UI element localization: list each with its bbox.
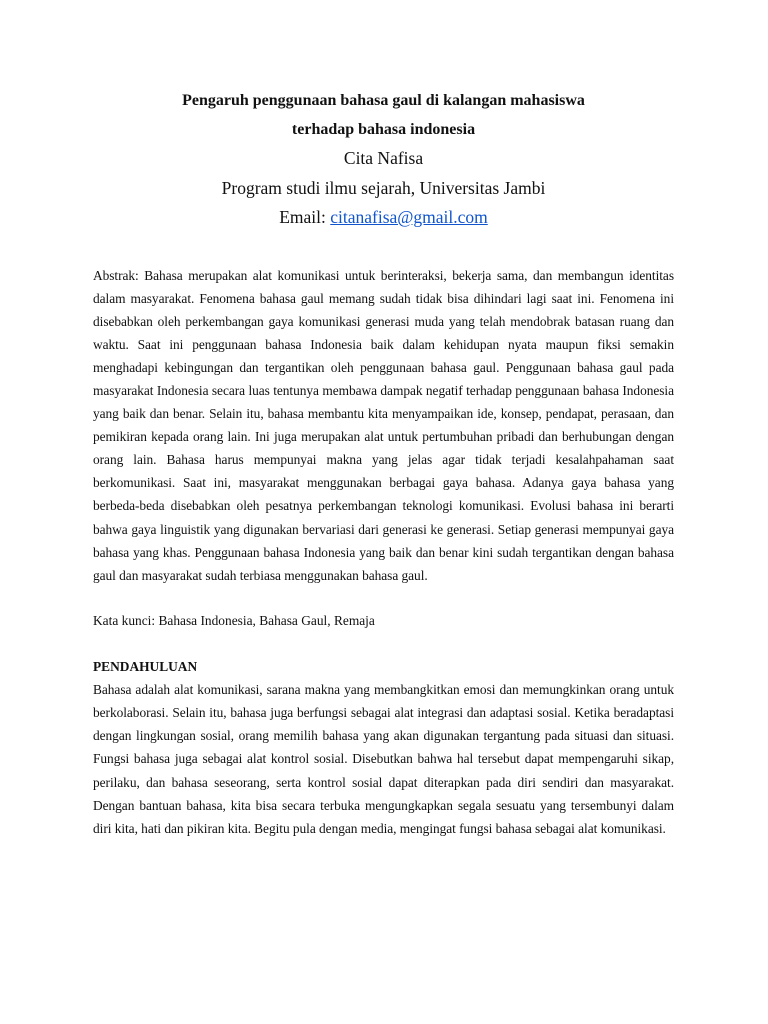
email-link[interactable]: citanafisa@gmail.com — [330, 207, 488, 227]
author-affiliation: Program studi ilmu sejarah, Universitas Jambi — [221, 177, 546, 198]
abstract-paragraph: Abstrak: Bahasa merupakan alat komunikasi untuk berinteraksi, bekerja sama, dan membangun identitas dalam masyarakat. Fenomena bahasa gaul memang sudah tidak bisa dihindari lagi saat ini. Fenomena ini disebabkan oleh perkembangan gaya komunikasi generasi muda yang telah mendobrak batasan ruang dan waktu. Saat ini penggunaan bahasa Indonesia baik dalam kehidupan nyata maupun fiksi semakin menghadapi kebingungan dan tergantikan oleh penggunaan bahasa gaul. Penggunaan bahasa gaul pada masyarakat Indonesia secara luas tentunya membawa dampak negatif terhadap penggunaan bahasa Indonesia yang baik dan benar. Selain itu, bahasa membantu kita menyampaikan ide, konsep, pendapat, perasaan, dan pemikiran kepada orang lain. Ini juga merupakan alat untuk pertumbuhan pribadi dan berhubungan dengan orang lain. Bahasa harus mempunyai makna yang jelas agar tidak terjadi kesalahpahaman saat berkomunikasi. Saat ini, masyarakat menggunakan berbagai gaya bahasa. Adanya gaya bahasa yang berbeda-beda disebabkan oleh pesatnya perkembangan teknologi komunikasi. Evolusi bahasa ini berarti bahwa gaya linguistik yang digunakan bervariasi dari generasi ke generasi. Setiap generasi mempunyai gaya bahasa yang khas. Penggunaan bahasa Indonesia yang baik dan benar kini sudah tergantikan dengan bahasa gaul dan masyarakat sudah terbiasa menggunakan bahasa gaul. — [93, 267, 674, 583]
keywords-line: Kata kunci: Bahasa Indonesia, Bahasa Gaul, Remaja — [93, 612, 375, 628]
paper-title-line-1: Pengaruh penggunaan bahasa gaul di kalangan mahasiswa — [182, 92, 585, 109]
paper-page — [93, 86, 674, 840]
introduction-paragraph: Bahasa adalah alat komunikasi, sarana makna yang membangkitkan emosi dan memungkinkan orang untuk berkolaborasi. Selain itu, bahasa juga berfungsi sebagai alat integrasi dan adaptasi sosial. Ketika beradaptasi dengan lingkungan sosial, orang memilih bahasa yang akan digunakan tergantung pada situasi dan situasi. Fungsi bahasa juga sebagai alat kontrol sosial. Disebutkan bahwa hal tersebut dapat mempengaruhi sikap, perilaku, dan bahasa seseorang, serta kontrol sosial dapat diterapkan pada diri sendiri dan masyarakat. Dengan bantuan bahasa, kita bisa secara terbuka mengungkapkan segala sesuatu yang tersembunyi dalam diri kita, hati dan pikiran kita. Begitu pula dengan media, mengingat fungsi bahasa sebagai alat komunikasi. — [93, 681, 674, 837]
paper-title-line-2: terhadap bahasa indonesia — [291, 121, 476, 138]
email-label: Email: — [279, 207, 331, 227]
section-heading-introduction: PENDAHULUAN — [93, 658, 198, 674]
author-name: Cita Nafisa — [343, 148, 424, 168]
author-email — [93, 203, 674, 233]
